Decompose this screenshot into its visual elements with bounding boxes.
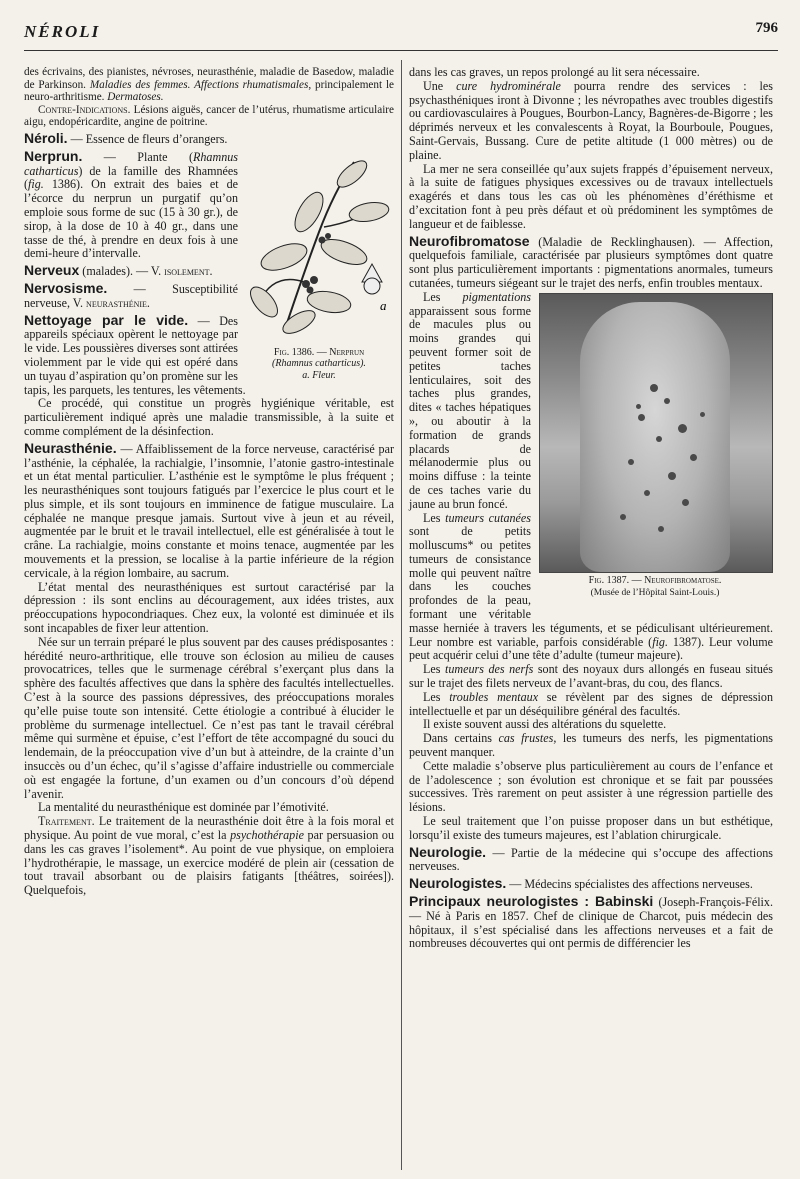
text-italic: tumeurs des nerfs (445, 662, 534, 677)
text-italic: troubles mentaux (449, 689, 539, 704)
page-number: 796 (755, 20, 778, 36)
definition: (Maladie de Recklinghausen). — Affection, quelquefois familiale, caractérisée par plusieurs symptômes dont quatre sont plus particulièrement importants : pigmentations anormales, tumeurs cutanées, tumeurs siégeant sur le trajet des nerfs, enfin troubles mentaux. (409, 234, 773, 290)
text: Les (423, 662, 441, 677)
entry-principaux-neurologistes (409, 895, 773, 951)
paragraph-tumeurs-nerfs (409, 663, 773, 691)
right-column (409, 66, 773, 951)
paragraph-procede: Ce procédé, qui constitue un progrès hygiénique véritable, est particulièrement indiqué après une maladie transmissible, à la suite et comme complément de la désinfection. (24, 396, 394, 438)
definition: — Médecins spécialistes des affections nerveuses. (509, 877, 753, 892)
text: Les (423, 689, 441, 704)
text: ) de la famille des Rhamnées ( (24, 163, 238, 192)
contra-indications-paragraph (24, 104, 394, 129)
figure-1386-caption (244, 347, 394, 382)
definition: — Des appareils spéciaux opèrent le nettoyage par le vide. Les poussières diverses sont attirées violemment par le vide qui est opéré dans un tuyau d’aspiration qu’on promène sur les tapis, les parquets, les tentures, les vêtements. (24, 313, 246, 397)
definition: — Susceptibilité nerveuse, V. (24, 281, 238, 310)
entry-neroli (24, 129, 394, 147)
text: Les (423, 510, 441, 525)
indications-paragraph (24, 66, 394, 104)
caption-line: Fig. 1386. — Nerprun (273, 346, 365, 358)
paragraph-etiologie: Née sur un terrain préparé le plus souvent par des causes prédisposantes : hérédité neuro-arthritique, elle trouve son éclosion au milieu de causes provocatrices, telles que le surmenage cérébral s’exerçant plus dans la sphère des facultés affectives que dans la sphère des facultés intellectuelles. C’est à la source des passions dépressives, des préoccupations morales qu’elle puise toute son intensité. Cette étiologie a contribué à élucider le problème du surmenage intellectuel. Ce n’est pas tant le travail cérébral même qui surmène et épuise, c’est l’effort de tête accompagné du souci du lendemain, de la préoccupation vive d’un but à atteindre, de la crainte d’un insuccès ou d’un échec, qu’il s’agisse d’affaire industrielle ou commerciale où est engagée la fortune, d’un examen ou d’un concours d’où dépend l’avenir. (24, 634, 394, 801)
text: se révèlent par des signes de dépression intellectuelle et par un déséquilibre général des facultés. (409, 689, 773, 718)
paragraph-etat-mental: L’état mental des neurasthéniques est surtout caractérisé par la dépression : ils sont enclins au découragement, aux idées tristes, aux préoccupations hypocondriaques. Chez eux, la volonté est diminuée et ils sont incapables de fixer leur attention. (24, 579, 394, 636)
text: Le traitement de la neurasthénie doit être à la fois moral et physique. Au point de vue moral, c’est la (24, 814, 394, 843)
text-italic: Rhamnus catharticus (24, 149, 238, 178)
text: par persuasion ou dans les cas graves l’isolement*. Au point de vue physique, on emploiera l’hydrothérapie, le massage, un exercice modéré de plein air (cessation de tout travail absorbant ou de plaisirs fatigants [théâtres, soirées]). Quelquefois, (24, 828, 394, 898)
headword: Néroli. (24, 129, 68, 146)
entry-neurologistes (409, 877, 773, 892)
figure-label-a: a (380, 297, 387, 313)
cross-reference: isolement. (164, 264, 213, 279)
text-italic: fig. (652, 634, 668, 649)
text: pourra rendre des services : les psychasthéniques iront à Divonne ; les névropathes avec troubles digestifs ou cardiovasculaires à Pougues, Bourbon-Lancy, Bagnères-de-Bigorre ; les déprimés nerveux et les convalescents à Royat, la Bourboule, Pougues, Saint-Gervais, Bussang. Cure de petite altitude (1 000 mètres) ou de plaine. (409, 78, 773, 162)
headword: Neurologistes. (409, 875, 507, 892)
text-italic: Maladies des femmes. Affections rhumatismales, (89, 78, 312, 91)
text: Lésions aiguës, cancer de l’utérus, rhumatisme articulaire aigu, endopéricardite, angine de poitrine. (24, 103, 394, 129)
definition: — Essence de fleurs d’orangers. (70, 131, 228, 146)
section-label: Traitement. (38, 814, 95, 829)
paragraph-evolution: Cette maladie s’observe plus particulièrement au cours de l’enfance et de l’adolescence ; son évolution est chronique et se fait par poussées successives. Très rarement on peut assister à une régression partielle des lésions. (409, 758, 773, 815)
text: sont de petits molluscums* ou petites tumeurs de consistance molle qui peuvent naître dans les couches profondes de la peau, formant une véritable masse herniée à travers les téguments, et se pédiculisant ultérieurement. Leur nombre est variable, parfois considérable ( (409, 524, 773, 649)
left-column (24, 66, 394, 898)
caption-line: a. Fleur. (302, 369, 336, 381)
headword: Neurofibromatose (409, 232, 530, 249)
text: principalement le neuro-arthritisme. (24, 78, 395, 104)
paragraph-traitement (24, 815, 394, 898)
headword: Neurasthénie. (24, 439, 117, 456)
text: 1387). Leur volume peut acquérir celui d’une tête d’adulte (tumeur majeure). (409, 634, 773, 663)
caption-line: Fig. 1387. — Neurofibromatose. (588, 574, 722, 586)
headword: Nettoyage par le vide. (24, 311, 189, 328)
column-divider (401, 60, 402, 1170)
paragraph-troubles-mentaux (409, 691, 773, 719)
caption-line: (Rhamnus catharticus). (272, 358, 366, 370)
text-italic: pigmentations (462, 289, 531, 304)
paragraph-repos: dans les cas graves, un repos prolongé au lit sera nécessaire. (409, 65, 700, 79)
text: Dans certains (423, 731, 492, 746)
caption-line: (Musée de l’Hôpital Saint-Louis.) (590, 587, 720, 598)
entry-neurasthenie (24, 439, 394, 581)
text: les tumeurs des nerfs, les pigmentations peuvent manquer. (409, 731, 774, 760)
nerprun-illustration (244, 152, 394, 347)
text-italic: tumeurs cutanées (445, 510, 531, 525)
running-title: NÉROLI (24, 22, 101, 41)
entry-neurologie (409, 843, 773, 875)
definition: (Joseph-François-Félix. — Né à Paris en 1857. Chef de clinique de Charcot, puis médecin des hôpitaux, il s’est spécialisé dans les affections nerveuses et a fait de nombreuses découvertes qui ont permis de différencier les (409, 895, 773, 951)
text: Une (423, 78, 444, 93)
paragraph-cure (409, 80, 773, 163)
section-label: Contre-Indications. (38, 103, 131, 116)
text-italic: fig. (28, 177, 44, 192)
figure-1387-caption (537, 575, 773, 599)
text: 1386). On extrait des baies et de l’écorce du nerprun un purgatif qu’on emploie sous forme de suc (15 à 30 gr.), de sirop, à la dose de 10 à 40 gr., dans une tasse de thé, à prendre en deux fois à une demi-heure d’intervalle. (24, 177, 238, 261)
page-header (24, 20, 778, 51)
paragraph-cas-frustes (409, 732, 773, 760)
paragraph-mentalite: La mentalité du neurasthénique est dominée par l’émotivité. (38, 800, 329, 815)
text: Les (423, 289, 441, 304)
headword: Nerveux (24, 262, 80, 279)
figure-1387 (537, 293, 773, 617)
headword: Principaux neurologistes : Babinski (409, 893, 654, 910)
definition: — Affaiblissement de la force nerveuse, caractérisé par l’asthénie, la céphalée, la rachialgie, l’insomnie, l’atonie gastro-intestinale et un état mental particulier. L’asthénie est le symptôme le plus fréquent ; les neurasthéniques sont toujours fatigués par l’exercice le plus court et le plus simple, et ils sont toujours en imminence de fatigue musculaire. La céphalée ne manque presque jamais. Surtout vive à jeun et au réveil, augmentée par le bruit et le travail intellectuel, elle est généralisée à tout le crâne. La rachialgie, moins constante et moins tenace, augmentée par les mouvements et la pression, se localise à la partie inférieure de la région cervicale, à la région lombaire, au sacrum. (24, 441, 394, 580)
definition: — Partie de la médecine qui s’occupe des affections nerveuses. (409, 845, 773, 874)
paragraph-squelette: Il existe souvent aussi des altérations du squelette. (423, 717, 667, 732)
text-italic: cas frustes, (498, 731, 557, 746)
paragraph-traitement-chirurgical: Le seul traitement que l’on puisse proposer dans un but esthétique, lorsqu’il existe des tumeurs majeures, est l’ablation chirurgicale. (409, 814, 773, 842)
text: des écrivains, des pianistes, névroses, neurasthénie, maladie de Basedow, maladie de Parkinson. (24, 66, 394, 91)
text-italic: cure hydrominérale (456, 78, 561, 93)
text-italic: psychothérapie (230, 828, 304, 843)
text: — Plante ( (103, 149, 193, 164)
text: apparaissent sous forme de macules plus ou moins grandes qui peuvent former soit de petites taches lenticulaires, soit des taches plus grandes, dites « taches hépatiques », ou aboutir à la formation de grands placards de mélanodermie plus ou moins diffuse : la teinte de ces taches varie du jaune au brun foncé. (409, 303, 531, 511)
paragraph-mer: La mer ne sera conseillée qu’aux sujets frappés d’épuisement nerveux, à la suite de fatigues physiques excessives ou de travaux intellectuels exagérés et dans tous les cas où les phénomènes d’éréthisme et d’excitation font à peu près défaut et où prédominent les symptômes de langueur et de faiblesse. (409, 161, 773, 231)
neurofibromatose-photo (539, 293, 773, 573)
figure-1386 (244, 152, 394, 381)
headword: Nervosisme. (24, 279, 108, 296)
headword: Neurologie. (409, 843, 487, 860)
definition: (malades). — V. (82, 264, 162, 279)
text-italic: Dermatoses. (107, 91, 164, 104)
torso-shape (580, 302, 730, 572)
cross-reference: neurasthénie. (86, 295, 150, 310)
entry-neurofibromatose (409, 232, 773, 291)
headword: Nerprun. (24, 147, 83, 164)
text: sont des noyaux durs allongés en fuseau situés sur le trajet des filets nerveux de l’avant-bras, du cou, des flancs. (409, 662, 774, 691)
